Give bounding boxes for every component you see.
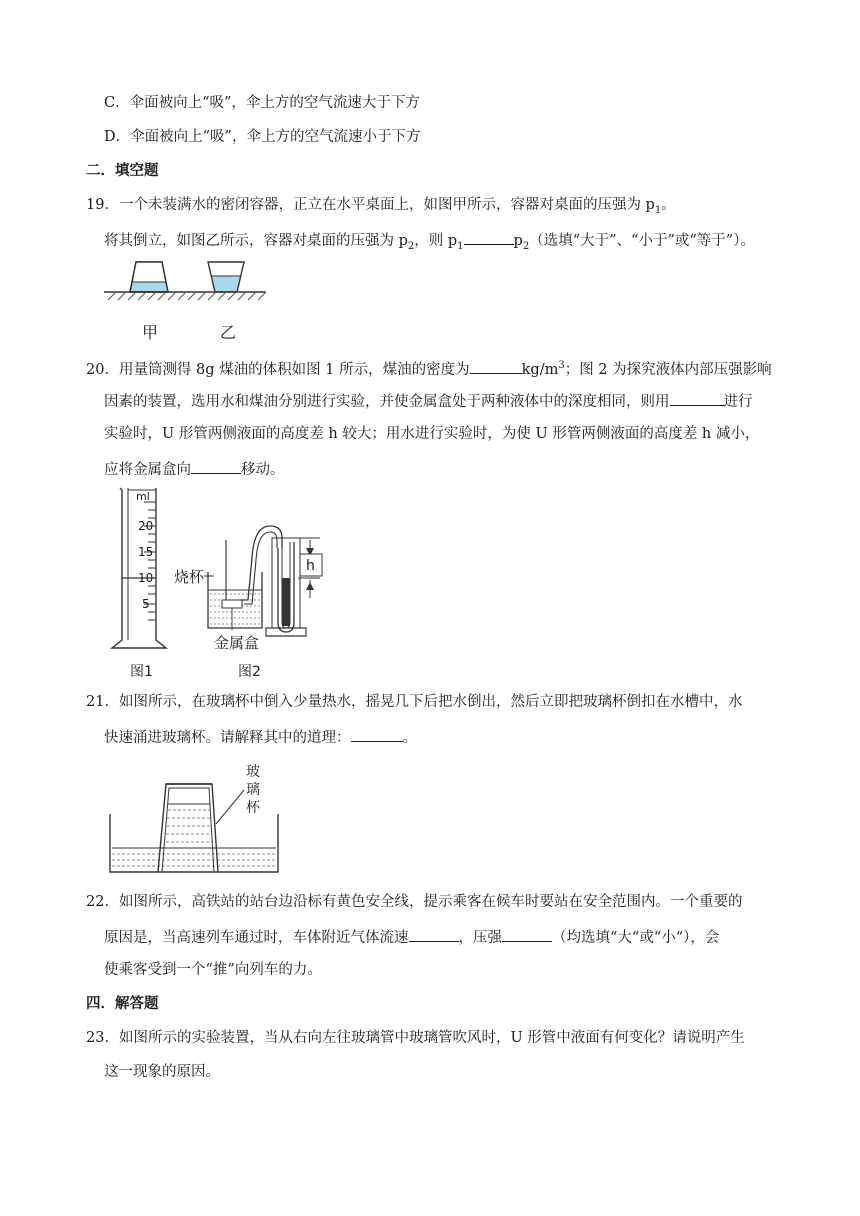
water-trough <box>110 814 278 872</box>
cup-label-1: 玻 <box>246 764 260 780</box>
pressure-gauge-figure <box>174 518 324 680</box>
cup-label-2: 璃 <box>246 782 260 798</box>
glass-in-trough-figure <box>104 760 284 880</box>
inverted-glass <box>158 784 218 872</box>
q21-line2: 快速涌进玻璃杯。请解释其中的道理： 。 <box>104 726 417 748</box>
cylinder-unit: ml <box>136 490 150 503</box>
q22-line3: 使乘客受到一个“推”向列车的力。 <box>104 962 322 978</box>
tick-10: 10 <box>138 571 154 585</box>
q20-line4: 应将金属盒向 移动。 <box>104 458 285 480</box>
section-heading-fill-in: 二．填空题 <box>86 162 159 179</box>
answer-blank <box>351 726 403 742</box>
answer-blank <box>409 926 459 942</box>
q20-line3: 实验时，U 形管两侧液面的高度差 h 较大；用水进行实验时，为使 U 形管两侧液面的高度差 h 减小， <box>104 426 760 442</box>
answer-blank <box>670 390 724 406</box>
tick-20: 20 <box>138 519 154 533</box>
q19-containers-figure <box>100 258 270 340</box>
q19-line2: 将其倒立，如图乙所示，容器对桌面的压强为 $p_2$，则 $p_1$ $p_2$（选填“大于”、“小于”或“等于”）。 <box>104 229 755 257</box>
answer-blank <box>502 926 552 942</box>
q23-line1: 23．如图所示的实验装置，当从右向左往玻璃管中玻璃管吹风时，U 形管中液面有何变化？请说明产生 <box>86 1030 745 1046</box>
beaker-label: 烧杯 <box>174 568 205 586</box>
option-d: D．伞面被向上“吸”，伞上方的空气流速小于下方 <box>104 129 421 145</box>
water-inverted <box>211 276 241 292</box>
fig1-caption: 图1 <box>130 664 153 680</box>
metal-box <box>222 600 242 608</box>
q19-line1: 19．一个未装满水的密闭容器，正立在水平桌面上，如图甲所示，容器对桌面的压强为 $p_1$。 <box>86 197 676 216</box>
label-yi: 乙 <box>220 323 237 340</box>
fig2-caption: 图2 <box>238 664 261 680</box>
u-tube-liquid <box>282 578 290 626</box>
cup-label-3: 杯 <box>246 800 260 816</box>
h-label: h <box>306 558 315 574</box>
section-heading-answer: 四．解答题 <box>86 995 159 1012</box>
q21-line1: 21．如图所示，在玻璃杯中倒入少量热水，摇晃几下后把水倒出，然后立即把玻璃杯倒扣在水槽中，水 <box>86 694 743 710</box>
q22-line2: 原因是，当高速列车通过时，车体附近气体流速 ，压强 （均选填“大“或“小“），会 <box>104 926 719 948</box>
tick-5: 5 <box>142 597 150 611</box>
answer-blank <box>464 229 514 245</box>
cylinder-outline <box>112 488 166 648</box>
tick-15: 15 <box>138 545 154 559</box>
answer-blank <box>470 358 522 374</box>
q23-line2: 这一现象的原因。 <box>104 1064 220 1080</box>
metal-box-label: 金属盒 <box>214 634 260 652</box>
graduated-cylinder-figure <box>108 480 178 680</box>
q20-line1: 20．用量筒测得 8g 煤油的体积如图 1 所示，煤油的密度为 $kg/m^3$；图 2 为探究液体内部压强影响 <box>86 356 772 380</box>
q20-line2: 因素的装置，选用水和煤油分别进行实验，并使金属盒处于两种液体中的深度相同，则用 进行 <box>104 390 753 412</box>
label-jia: 甲 <box>142 323 159 340</box>
answer-blank <box>191 458 241 474</box>
q22-line1: 22．如图所示，高铁站的站台边沿标有黄色安全线，提示乘客在候车时要站在安全范围内。一个重要的 <box>86 894 743 910</box>
option-c: C．伞面被向上“吸”，伞上方的空气流速大于下方 <box>104 95 420 111</box>
